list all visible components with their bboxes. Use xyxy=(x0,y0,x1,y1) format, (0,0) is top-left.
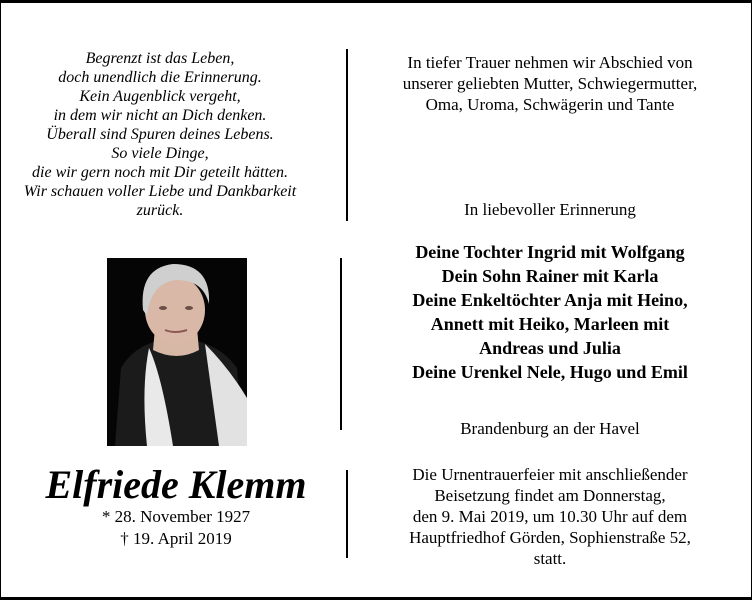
poem-line: Begrenzt ist das Leben, xyxy=(85,50,235,67)
poem-line: doch unendlich die Erinnerung. xyxy=(58,69,262,86)
family-line: Annett mit Heiko, Marleen mit xyxy=(430,314,670,334)
intro-line: In tiefer Trauer nehmen wir Abschied von xyxy=(407,53,693,72)
intro-line: unserer geliebten Mutter, Schwiegermutter, xyxy=(402,74,698,93)
family-line: Andreas und Julia xyxy=(479,338,621,358)
funeral-line: den 9. Mai 2019, um 10.30 Uhr auf dem xyxy=(412,507,688,526)
poem-line: zurück. xyxy=(136,202,184,219)
deceased-name: Elfriede Klemm xyxy=(45,462,307,507)
family-line: Deine Enkeltöchter Anja mit Heino, xyxy=(412,290,688,310)
poem-line: die wir gern noch mit Dir geteilt hätten. xyxy=(32,164,288,181)
portrait-photo xyxy=(107,258,247,446)
birth-date: * 28. November 1927 xyxy=(101,507,251,526)
intro-line: Oma, Uroma, Schwägerin und Tante xyxy=(425,95,675,114)
vertical-divider xyxy=(340,258,342,430)
poem-line: Kein Augenblick vergeht, xyxy=(79,88,241,105)
funeral-line: statt. xyxy=(533,549,567,568)
intro-text xyxy=(360,52,740,115)
poem-line: Überall sind Spuren deines Lebens. xyxy=(46,126,274,143)
funeral-line: Beisetzung findet am Donnerstag, xyxy=(434,486,666,505)
poem xyxy=(0,49,320,220)
family-list xyxy=(360,240,740,384)
family-line: Deine Urenkel Nele, Hugo und Emil xyxy=(412,362,688,382)
vertical-divider xyxy=(346,49,348,221)
death-date: † 19. April 2019 xyxy=(120,529,232,548)
portrait-image xyxy=(107,258,247,446)
family-line: Deine Tochter Ingrid mit Wolfgang xyxy=(415,242,685,262)
poem-line: So viele Dinge, xyxy=(111,145,209,162)
funeral-details xyxy=(360,464,740,569)
funeral-line: Hauptfriedhof Görden, Sophienstraße 52, xyxy=(409,528,691,547)
city: Brandenburg an der Havel xyxy=(460,419,640,438)
poem-line: Wir schauen voller Liebe und Dankbarkeit xyxy=(23,183,297,200)
family-line: Dein Sohn Rainer mit Karla xyxy=(441,266,659,286)
funeral-line: Die Urnentrauerfeier mit anschließender xyxy=(412,465,688,484)
poem-line: in dem wir nicht an Dich denken. xyxy=(53,107,267,124)
memory-caption: In liebevoller Erinnerung xyxy=(464,200,636,219)
